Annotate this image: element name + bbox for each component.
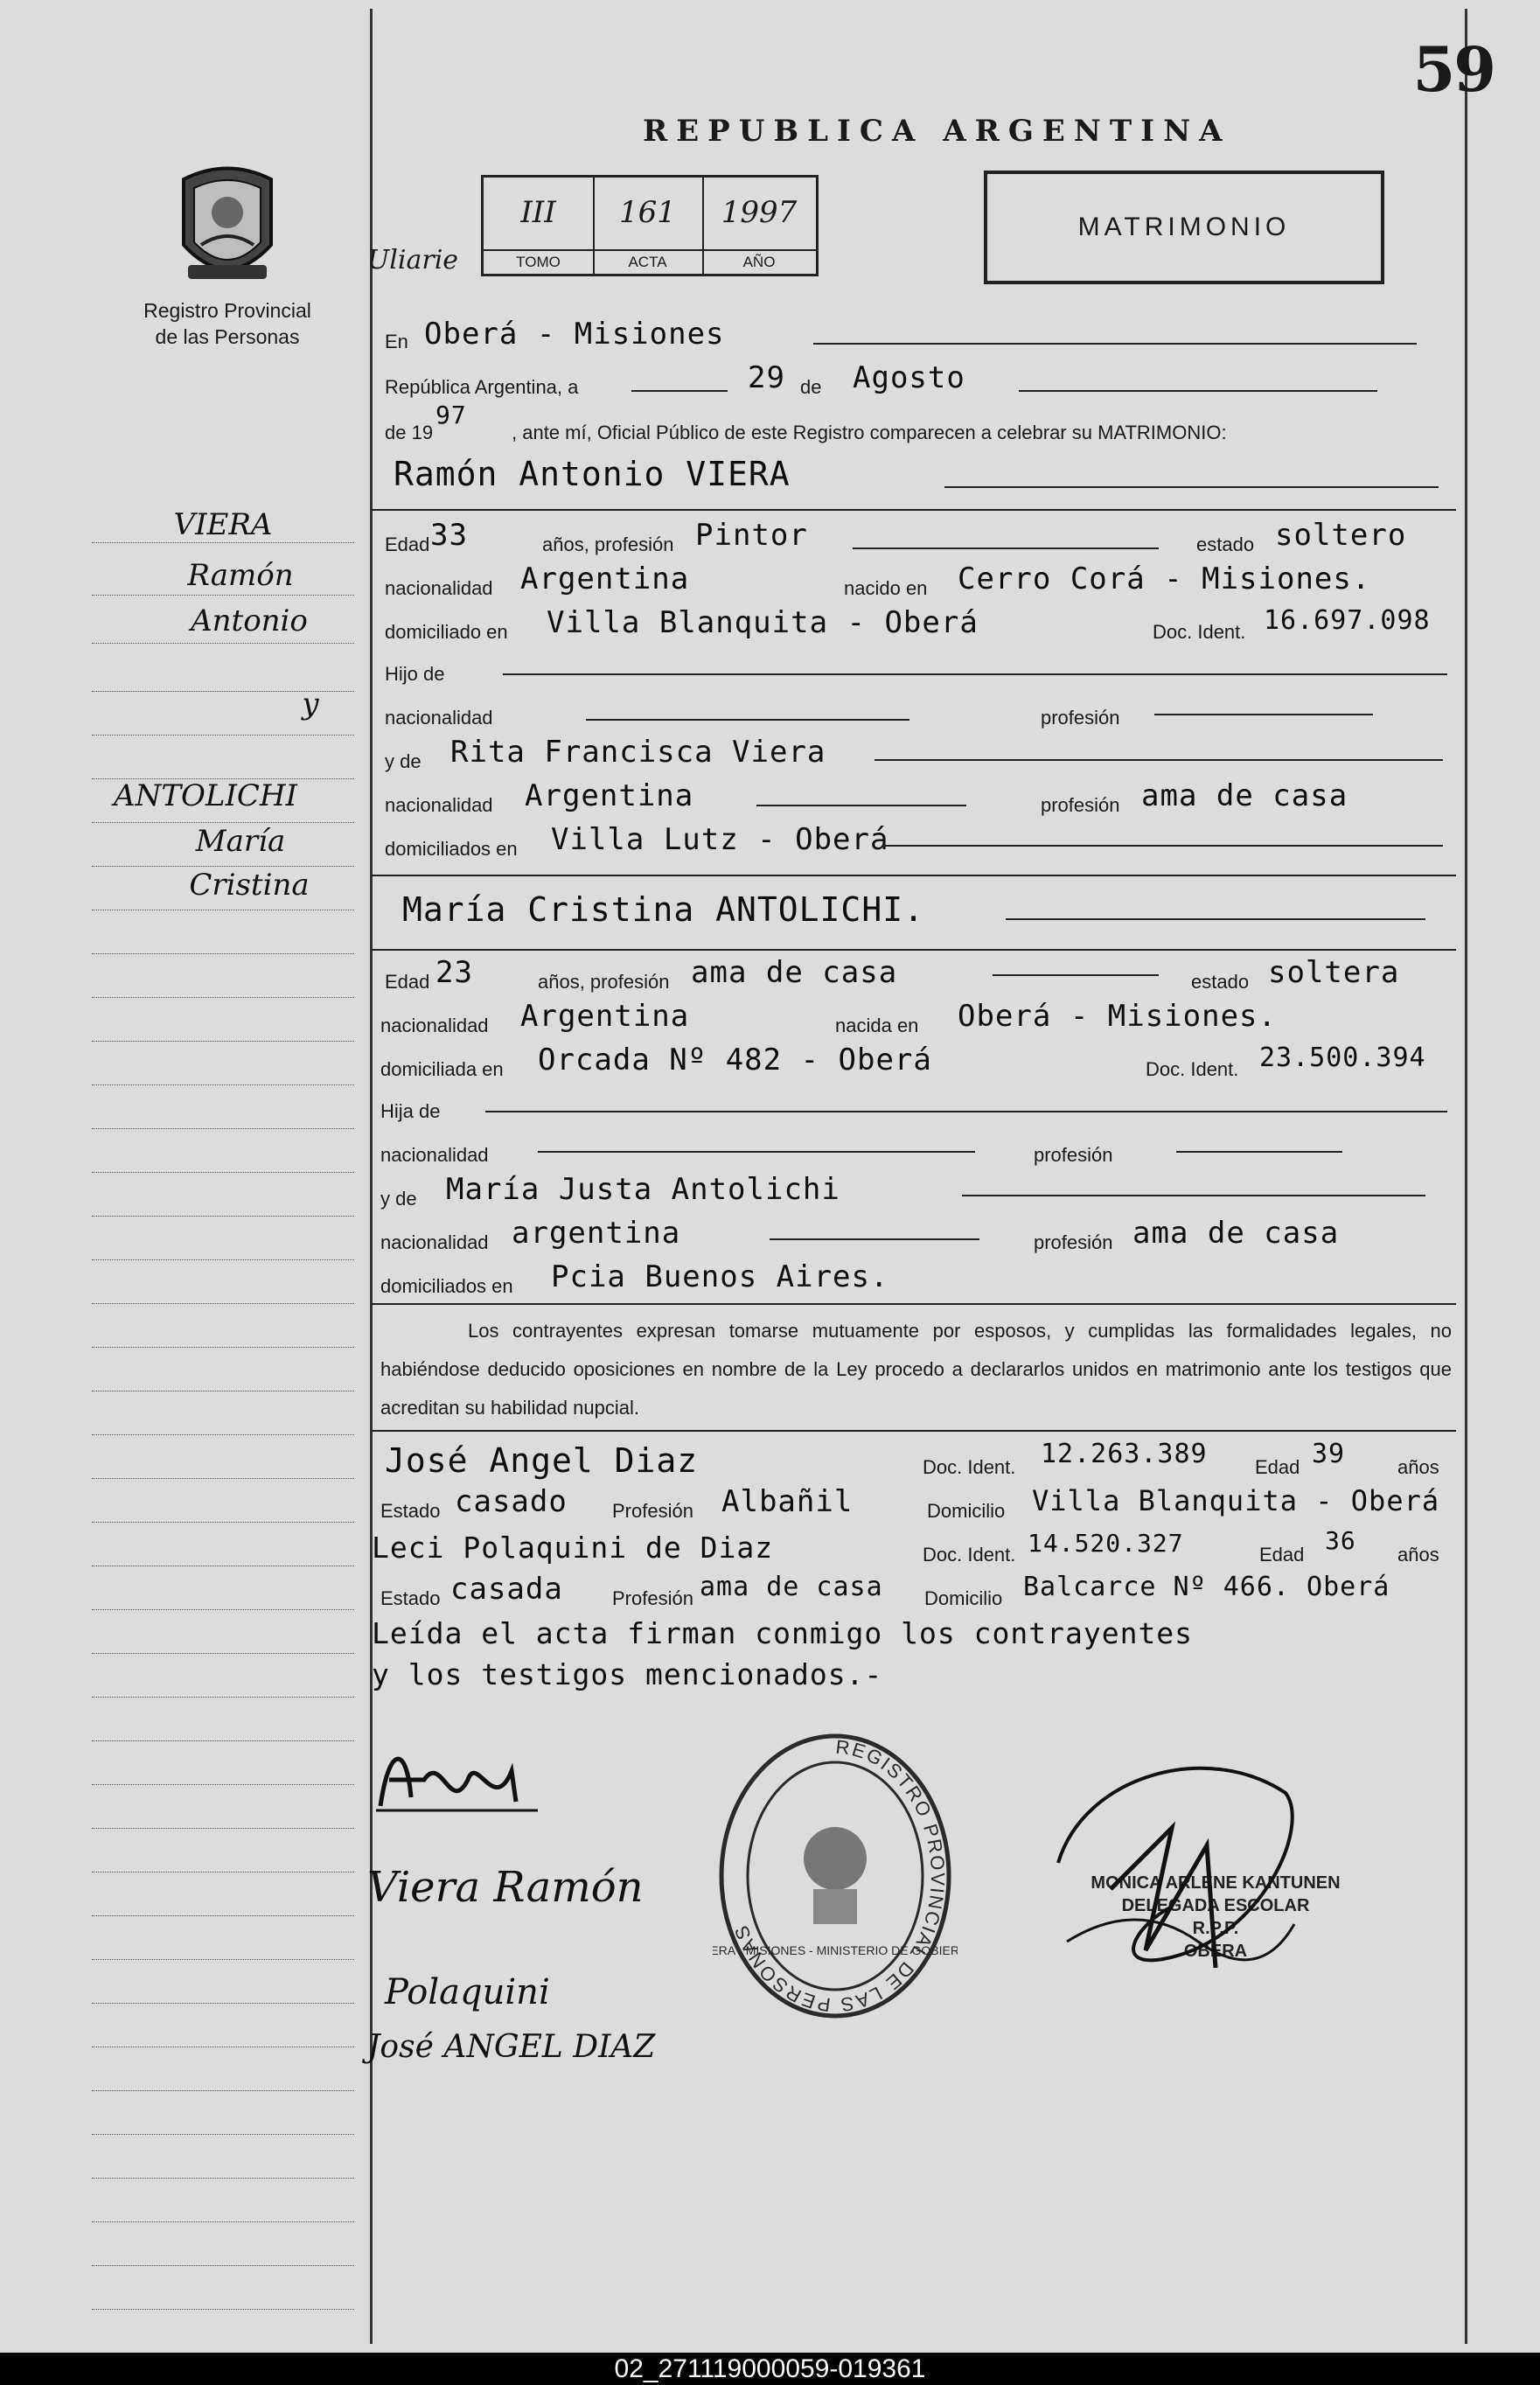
margin-line — [92, 1084, 354, 1085]
date-de: de — [800, 376, 822, 398]
margin-line — [92, 542, 354, 543]
bride-full-name: María Cristina ANTOLICHI. — [402, 890, 924, 929]
groom-doc-label: Doc. Ident. — [1153, 621, 1246, 643]
groom-domicilio-label: domiciliado en — [385, 621, 508, 643]
bride-mother-prof: ama de casa — [1132, 1216, 1340, 1251]
margin-line — [92, 1609, 354, 1610]
margin-line — [92, 2134, 354, 2135]
officer-title: DELEGADA ESCOLAR — [1121, 1896, 1310, 1915]
margin-line — [92, 1347, 354, 1348]
groom-estado-label: estado — [1196, 533, 1255, 555]
bride-estado-label: estado — [1191, 971, 1250, 993]
witness2-edad: 36 — [1325, 1526, 1356, 1555]
section-rule — [372, 1430, 1456, 1432]
place-prefix: En — [385, 331, 408, 352]
witness1-profesion: Albañil — [721, 1484, 854, 1519]
seal-ring-text: REGISTRO PROVINCIAL DE LAS PERSONAS — [729, 1735, 950, 2017]
groom-signature — [372, 1736, 547, 1824]
margin-line — [92, 1478, 354, 1479]
witness1-estado: casado — [455, 1484, 568, 1519]
witness1-estado-label: Estado — [380, 1500, 441, 1522]
margin-line — [92, 866, 354, 867]
officer-city: OBERA — [1183, 1942, 1248, 1961]
bride-mother-label: y de — [380, 1188, 417, 1210]
bride-nacionalidad-label: nacionalidad — [380, 1015, 489, 1036]
fill-line — [875, 759, 1443, 761]
fill-line — [853, 547, 1159, 549]
acta-label: ACTA — [593, 249, 702, 274]
margin-line — [92, 997, 354, 998]
tomo-cell — [484, 178, 595, 274]
groom-doc: 16.697.098 — [1264, 605, 1431, 636]
margin-bride-surname: ANTOLICHI — [114, 778, 297, 813]
fill-line — [1019, 390, 1377, 392]
place-value: Oberá - Misiones — [424, 317, 725, 352]
fill-line — [883, 845, 1443, 847]
bride-father-prof-label: profesión — [1034, 1144, 1113, 1166]
witness2-edad-label: Edad — [1259, 1544, 1305, 1566]
witness1-name: José Angel Diaz — [385, 1441, 699, 1480]
margin-line — [92, 1784, 354, 1785]
margin-line — [92, 2003, 354, 2004]
bride-edad: 23 — [436, 955, 473, 990]
margin-groom-surname: VIERA — [173, 507, 273, 542]
bride-parents-dom-label: domiciliados en — [380, 1275, 513, 1297]
section-rule — [372, 509, 1456, 511]
margin-notes — [92, 507, 354, 2335]
bride-profesion: ama de casa — [691, 955, 898, 990]
groom-edad: 33 — [430, 518, 468, 553]
witness2-anos-label: años — [1397, 1544, 1439, 1566]
registry-seal — [713, 1727, 958, 2025]
margin-line — [92, 2221, 354, 2222]
witness1-doc-label: Doc. Ident. — [923, 1456, 1016, 1478]
fill-line — [631, 390, 728, 392]
bride-profesion-label: años, profesión — [538, 971, 670, 993]
fill-line — [962, 1195, 1425, 1196]
bride-domicilio: Orcada Nº 482 - Oberá — [538, 1043, 932, 1077]
groom-parents-dom: Villa Lutz - Oberá — [551, 822, 889, 857]
margin-groom-name2: Antonio — [191, 603, 308, 638]
margin-bride-name1: María — [195, 824, 286, 859]
scan-id-footer: 02_271119000059-019361 — [0, 2353, 1540, 2385]
section-rule — [372, 949, 1456, 951]
bride-domicilio-label: domiciliada en — [380, 1058, 504, 1080]
book-reference-box — [481, 175, 819, 276]
margin-line — [92, 2309, 354, 2310]
officer-name: MONICA ARLENE KANTUNEN — [1091, 1873, 1341, 1893]
acta-cell — [593, 178, 704, 274]
margin-line — [92, 1434, 354, 1435]
fill-line — [770, 1238, 979, 1240]
date-day: 29 — [748, 360, 785, 395]
bride-doc: 23.500.394 — [1259, 1043, 1426, 1073]
margin-line — [92, 595, 354, 596]
groom-mother-prof-label: profesión — [1041, 794, 1120, 816]
groom-estado: soltero — [1275, 518, 1407, 553]
fill-line — [1176, 1151, 1342, 1153]
groom-edad-label: Edad — [385, 533, 430, 555]
bride-mother-nac-label: nacionalidad — [380, 1231, 489, 1253]
groom-nacido-en: Cerro Corá - Misiones. — [958, 561, 1371, 596]
margin-line — [92, 735, 354, 736]
officer-office: R.P.P. — [1192, 1919, 1239, 1938]
margin-line — [92, 2178, 354, 2179]
witness2-profesion: ama de casa — [700, 1572, 883, 1602]
witness2-doc-label: Doc. Ident. — [923, 1544, 1016, 1566]
witness1-domicilio: Villa Blanquita - Oberá — [1032, 1484, 1440, 1517]
fill-line — [993, 974, 1159, 976]
margin-line — [92, 1259, 354, 1260]
groom-mother: Rita Francisca Viera — [450, 735, 826, 770]
witness2-doc: 14.520.327 — [1028, 1529, 1184, 1558]
bride-parents-dom: Pcia Buenos Aires. — [551, 1259, 889, 1294]
closing-line2: y los testigos mencionados.- — [372, 1657, 883, 1691]
groom-nacido-label: nacido en — [844, 577, 928, 599]
ano-label: AÑO — [702, 249, 816, 274]
witness1-edad-label: Edad — [1255, 1456, 1300, 1478]
bride-estado: soltera — [1268, 955, 1400, 990]
margin-line — [92, 1653, 354, 1654]
margin-line — [92, 2090, 354, 2091]
groom-father-nac-label: nacionalidad — [385, 707, 493, 729]
groom-nacionalidad: Argentina — [520, 561, 690, 596]
groom-nacionalidad-label: nacionalidad — [385, 577, 493, 599]
margin-line — [92, 822, 354, 823]
witness1-profesion-label: Profesión — [612, 1500, 693, 1522]
witness1-domicilio-label: Domicilio — [927, 1500, 1006, 1522]
groom-parents-dom-label: domiciliados en — [385, 838, 518, 860]
bride-mother-prof-label: profesión — [1034, 1231, 1113, 1253]
registry-line2: de las Personas — [155, 325, 300, 348]
groom-profesion-label: años, profesión — [542, 533, 674, 555]
fill-line — [813, 343, 1417, 345]
margin-line — [92, 2265, 354, 2266]
registry-line1: Registro Provincial — [143, 299, 311, 322]
sheet-number: 59 — [1412, 33, 1495, 106]
officer-signature — [1032, 1723, 1320, 2012]
witness1-edad: 39 — [1312, 1439, 1346, 1469]
margin-line — [92, 1041, 354, 1042]
margin-line — [92, 1697, 354, 1698]
fill-line — [586, 719, 909, 721]
bride-doc-label: Doc. Ident. — [1146, 1058, 1239, 1080]
witness2-profesion-label: Profesión — [612, 1587, 693, 1609]
witness2-domicilio: Balcarce Nº 466. Oberá — [1023, 1572, 1390, 1602]
acta-value: 161 — [619, 195, 676, 230]
margin-line — [92, 1303, 354, 1304]
groom-mother-label: y de — [385, 750, 422, 772]
witness1-anos-label: años — [1397, 1456, 1439, 1478]
section-rule — [372, 875, 1456, 876]
year-prefix: de 19 — [385, 422, 434, 443]
ano-value: 1997 — [721, 195, 798, 230]
bride-signature: Viera Ramón — [367, 1863, 644, 1912]
margin-line — [92, 1740, 354, 1741]
witness2-name: Leci Polaquini de Diaz — [372, 1531, 774, 1565]
declaration-text: Los contrayentes expresan tomarse mutuamente por esposos, y cumplidas las formalidades legales, no habiéndose deducido oposiciones en nombre de la Ley procedo a declararlos unidos en matrimonio ante los testigos que acreditan su habilidad nupcial. — [380, 1320, 1452, 1419]
section-rule — [372, 1303, 1456, 1305]
fill-line — [1006, 918, 1425, 920]
country-heading: REPUBLICA ARGENTINA — [643, 114, 1231, 149]
fill-line — [944, 486, 1439, 488]
groom-hijo-label: Hijo de — [385, 663, 445, 685]
groom-mother-prof: ama de casa — [1141, 778, 1348, 813]
margin-line — [92, 1216, 354, 1217]
tomo-label: TOMO — [484, 249, 593, 274]
registrar-mark: Uliarie — [367, 245, 459, 275]
bride-hija-label: Hija de — [380, 1100, 441, 1122]
fill-line — [538, 1151, 975, 1153]
groom-profesion: Pintor — [695, 518, 808, 553]
tomo-value: III — [520, 195, 556, 230]
year-suffix: 97 — [436, 401, 467, 429]
bride-nacionalidad: Argentina — [520, 999, 690, 1034]
bride-mother: María Justa Antolichi — [446, 1172, 840, 1207]
appear-text: , ante mí, Oficial Público de este Registro comparecen a celebrar su MATRIMONIO: — [512, 422, 1227, 443]
groom-father-prof-label: profesión — [1041, 707, 1120, 729]
fill-line — [503, 673, 1447, 675]
margin-line — [92, 1959, 354, 1960]
margin-line — [92, 953, 354, 954]
fill-line — [756, 805, 966, 806]
margin-bride-name2: Cristina — [189, 868, 310, 903]
groom-full-name: Ramón Antonio VIERA — [394, 455, 791, 493]
republic-prefix: República Argentina, a — [385, 376, 579, 398]
margin-line — [92, 1915, 354, 1916]
right-border — [1465, 9, 1467, 2344]
column-divider — [370, 9, 373, 2344]
witness2-estado-label: Estado — [380, 1587, 441, 1609]
record-type-box: MATRIMONIO — [984, 171, 1384, 284]
witness2-estado: casada — [450, 1572, 563, 1607]
bride-edad-label: Edad — [385, 971, 430, 993]
witness1-signature: José ANGEL DIAZ — [367, 2029, 656, 2065]
margin-line — [92, 643, 354, 644]
margin-line — [92, 1522, 354, 1523]
groom-domicilio: Villa Blanquita - Oberá — [547, 605, 979, 640]
margin-line — [92, 1172, 354, 1173]
seal-inner-text: ERA - MISIONES - MINISTERIO DE GOBIER — [713, 1943, 958, 1957]
margin-groom-name1: Ramón — [187, 558, 294, 593]
groom-mother-nac-label: nacionalidad — [385, 794, 493, 816]
witness2-signature: Polaquini — [385, 1972, 550, 2012]
bride-mother-nac: argentina — [512, 1216, 681, 1251]
province-crest-icon — [166, 162, 289, 293]
date-month: Agosto — [853, 360, 965, 395]
registry-label — [114, 297, 341, 350]
bride-father-nac-label: nacionalidad — [380, 1144, 489, 1166]
groom-mother-nac: Argentina — [525, 778, 694, 813]
fill-line — [1154, 714, 1373, 715]
margin-line — [92, 1828, 354, 1829]
bride-nacida-label: nacida en — [835, 1015, 919, 1036]
fill-line — [485, 1111, 1447, 1112]
witness1-doc: 12.263.389 — [1041, 1439, 1208, 1469]
margin-line — [92, 1128, 354, 1129]
margin-conjunction: y — [302, 687, 319, 722]
witness2-domicilio-label: Domicilio — [924, 1587, 1003, 1609]
ano-cell — [702, 178, 816, 274]
bride-nacida-en: Oberá - Misiones. — [958, 999, 1277, 1034]
closing-line1: Leída el acta firman conmigo los contrayentes — [372, 1616, 1194, 1650]
